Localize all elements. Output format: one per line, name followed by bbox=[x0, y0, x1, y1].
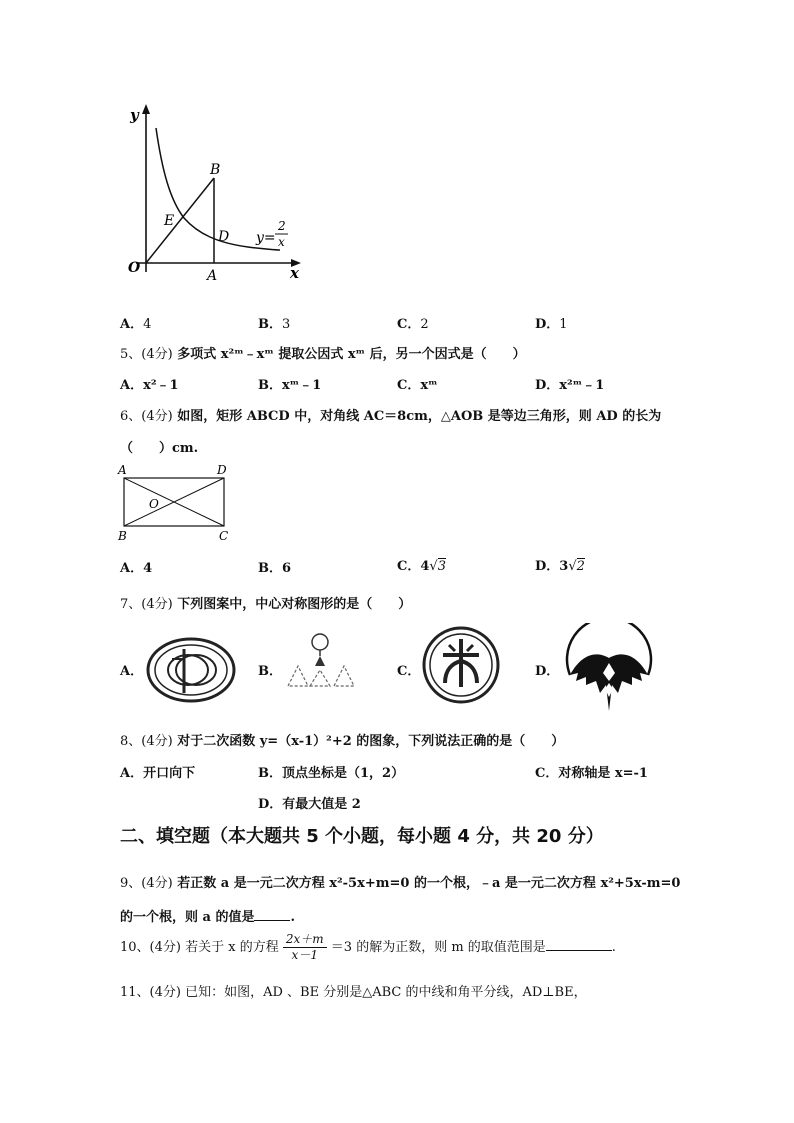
q7-option-c-seal-icon[interactable] bbox=[421, 625, 501, 705]
q6-option-b[interactable] bbox=[258, 557, 291, 576]
fraction-denominator: x－1 bbox=[291, 948, 318, 962]
option-letter: D． bbox=[535, 559, 560, 574]
option-letter: A． bbox=[120, 378, 144, 393]
q9-question-line1 bbox=[120, 872, 680, 891]
question-number: 10、(4分) bbox=[120, 940, 181, 955]
q11-question bbox=[120, 981, 587, 1000]
point-a-label: A bbox=[207, 268, 218, 284]
question-text: 下列图案中，中心对称图形的是（ ） bbox=[177, 597, 412, 612]
q5-option-b[interactable] bbox=[258, 374, 321, 393]
q7-option-b-triangles-icon[interactable] bbox=[282, 630, 362, 692]
q6-option-d[interactable] bbox=[535, 555, 585, 574]
q7-option-c-letter[interactable]: C． bbox=[397, 664, 421, 679]
x-axis-label: x bbox=[290, 264, 299, 282]
option-letter: D． bbox=[535, 317, 560, 332]
q7-option-a-letter[interactable]: A． bbox=[120, 664, 144, 679]
option-letter: B． bbox=[258, 317, 282, 332]
y-axis-label: y bbox=[130, 106, 139, 124]
option-text: 对称轴是 x=-1 bbox=[558, 766, 648, 781]
question-number: 11、(4分) bbox=[120, 985, 181, 1000]
q7-question bbox=[120, 593, 411, 612]
question-text: 若正数 a 是一元二次方程 x²-5x+m=0 的一个根，﹣a 是一元二次方程 x²+5x-m=0 bbox=[177, 876, 681, 891]
option-text: 有最大值是 2 bbox=[282, 797, 361, 812]
question-number: 5、(4分) bbox=[120, 347, 173, 362]
q6-rectangle-figure bbox=[112, 460, 242, 545]
option-letter: A． bbox=[120, 317, 144, 332]
question-end: . bbox=[611, 940, 616, 955]
vertex-b-label: B bbox=[118, 529, 127, 543]
q4-function-graph bbox=[118, 100, 308, 285]
question-end: . bbox=[290, 910, 296, 925]
option-letter: A． bbox=[120, 561, 144, 576]
option-letter: B． bbox=[258, 378, 282, 393]
option-text: 1 bbox=[559, 317, 568, 332]
option-text: 4 bbox=[143, 561, 153, 576]
option-text: 6 bbox=[282, 561, 292, 576]
point-e-label: E bbox=[164, 213, 175, 229]
question-number: 9、(4分) bbox=[120, 876, 173, 891]
option-letter: C． bbox=[535, 766, 559, 781]
question-number: 6、(4分) bbox=[120, 409, 173, 424]
q5-question bbox=[120, 343, 526, 362]
option-text: 2 bbox=[420, 317, 429, 332]
q4-option-c[interactable] bbox=[397, 313, 429, 332]
question-text: 多项式 x²ᵐ﹣xᵐ 提取公因式 xᵐ 后，另一个因式是（ ） bbox=[177, 347, 526, 362]
q8-option-a[interactable] bbox=[120, 762, 195, 781]
q7-option-b-letter[interactable]: B． bbox=[258, 664, 282, 679]
option-letter: C． bbox=[397, 317, 421, 332]
equation-fraction bbox=[283, 932, 327, 963]
q5-option-a[interactable] bbox=[120, 374, 179, 393]
vertex-a-label: A bbox=[118, 463, 127, 477]
option-letter: C． bbox=[397, 378, 421, 393]
q6-question-line2: （ ）cm. bbox=[120, 441, 199, 456]
option-letter: C． bbox=[397, 559, 421, 574]
option-letter: D． bbox=[258, 797, 283, 812]
q6-option-c[interactable] bbox=[397, 555, 446, 574]
q4-option-d[interactable] bbox=[535, 313, 568, 332]
q7-option-d-letter[interactable]: D． bbox=[535, 664, 560, 679]
option-letter: A． bbox=[120, 766, 144, 781]
q8-option-b[interactable] bbox=[258, 762, 404, 781]
option-text: 开口向下 bbox=[143, 766, 196, 781]
curve-label-prefix: y= bbox=[256, 230, 276, 246]
q6-question-line1 bbox=[120, 405, 661, 424]
option-coef: 4 bbox=[420, 559, 430, 574]
option-radicand: 2 bbox=[576, 559, 585, 574]
question-text-after: ＝3 的解为正数，则 m 的取值范围是 bbox=[330, 940, 546, 955]
sqrt-icon: √ bbox=[568, 559, 577, 574]
answer-blank[interactable] bbox=[546, 938, 612, 951]
segment-ob bbox=[146, 178, 214, 263]
question-number: 7、(4分) bbox=[120, 597, 173, 612]
vertex-c-label: C bbox=[219, 529, 229, 543]
option-text: 4 bbox=[143, 317, 152, 332]
q8-question bbox=[120, 730, 564, 749]
option-letter: B． bbox=[258, 561, 282, 576]
option-text: x²﹣1 bbox=[143, 378, 179, 393]
q4-option-b[interactable] bbox=[258, 313, 290, 332]
origin-label: O bbox=[128, 260, 141, 276]
q8-option-d[interactable] bbox=[258, 793, 361, 812]
question-text: 如图，矩形 ABCD 中，对角线 AC＝8cm，△AOB 是等边三角形，则 AD 的长为 bbox=[177, 409, 662, 424]
question-text-before: 若关于 x 的方程 bbox=[185, 940, 279, 955]
curve-label-numerator: 2 bbox=[278, 219, 286, 233]
section-heading-fill-in: 二、填空题（本大题共 5 个小题，每小题 4 分，共 20 分） bbox=[120, 826, 604, 847]
q4-option-a[interactable] bbox=[120, 313, 151, 332]
option-letter: D． bbox=[535, 378, 560, 393]
y-axis-arrow-icon bbox=[142, 104, 150, 114]
center-o-label: O bbox=[149, 497, 159, 511]
point-b-label: B bbox=[210, 162, 221, 178]
q5-option-c[interactable] bbox=[397, 374, 438, 393]
q8-option-c[interactable] bbox=[535, 762, 648, 781]
q5-option-d[interactable] bbox=[535, 374, 604, 393]
fraction-numerator: 2x＋m bbox=[283, 932, 327, 948]
option-text: 顶点坐标是（1，2） bbox=[282, 766, 405, 781]
question-text: 已知：如图，AD 、BE 分别是△ABC 的中线和角平分线，AD⊥BE， bbox=[185, 985, 587, 1000]
q10-question bbox=[120, 932, 616, 963]
curve-label-denominator: x bbox=[278, 235, 285, 249]
point-d-label: D bbox=[218, 229, 230, 245]
answer-blank[interactable] bbox=[254, 908, 290, 921]
q7-option-a-emblem-icon[interactable] bbox=[144, 635, 239, 705]
option-coef: 3 bbox=[559, 559, 569, 574]
q6-option-a[interactable] bbox=[120, 557, 152, 576]
question-number: 8、(4分) bbox=[120, 734, 173, 749]
q7-option-d-eagle-icon[interactable] bbox=[562, 623, 657, 713]
option-letter: B． bbox=[258, 766, 282, 781]
option-text: 3 bbox=[282, 317, 291, 332]
question-text: 的一个根，则 a 的值是 bbox=[120, 910, 255, 925]
option-text: xᵐ bbox=[420, 378, 438, 393]
vertex-d-label: D bbox=[217, 463, 227, 477]
option-text: xᵐ﹣1 bbox=[282, 378, 322, 393]
option-text: x²ᵐ﹣1 bbox=[559, 378, 605, 393]
q9-question-line2 bbox=[120, 906, 295, 925]
option-radicand: 3 bbox=[437, 559, 446, 574]
question-text: 对于二次函数 y=（x-1）²+2 的图象，下列说法正确的是（ ） bbox=[177, 734, 565, 749]
sqrt-icon: √ bbox=[429, 559, 438, 574]
